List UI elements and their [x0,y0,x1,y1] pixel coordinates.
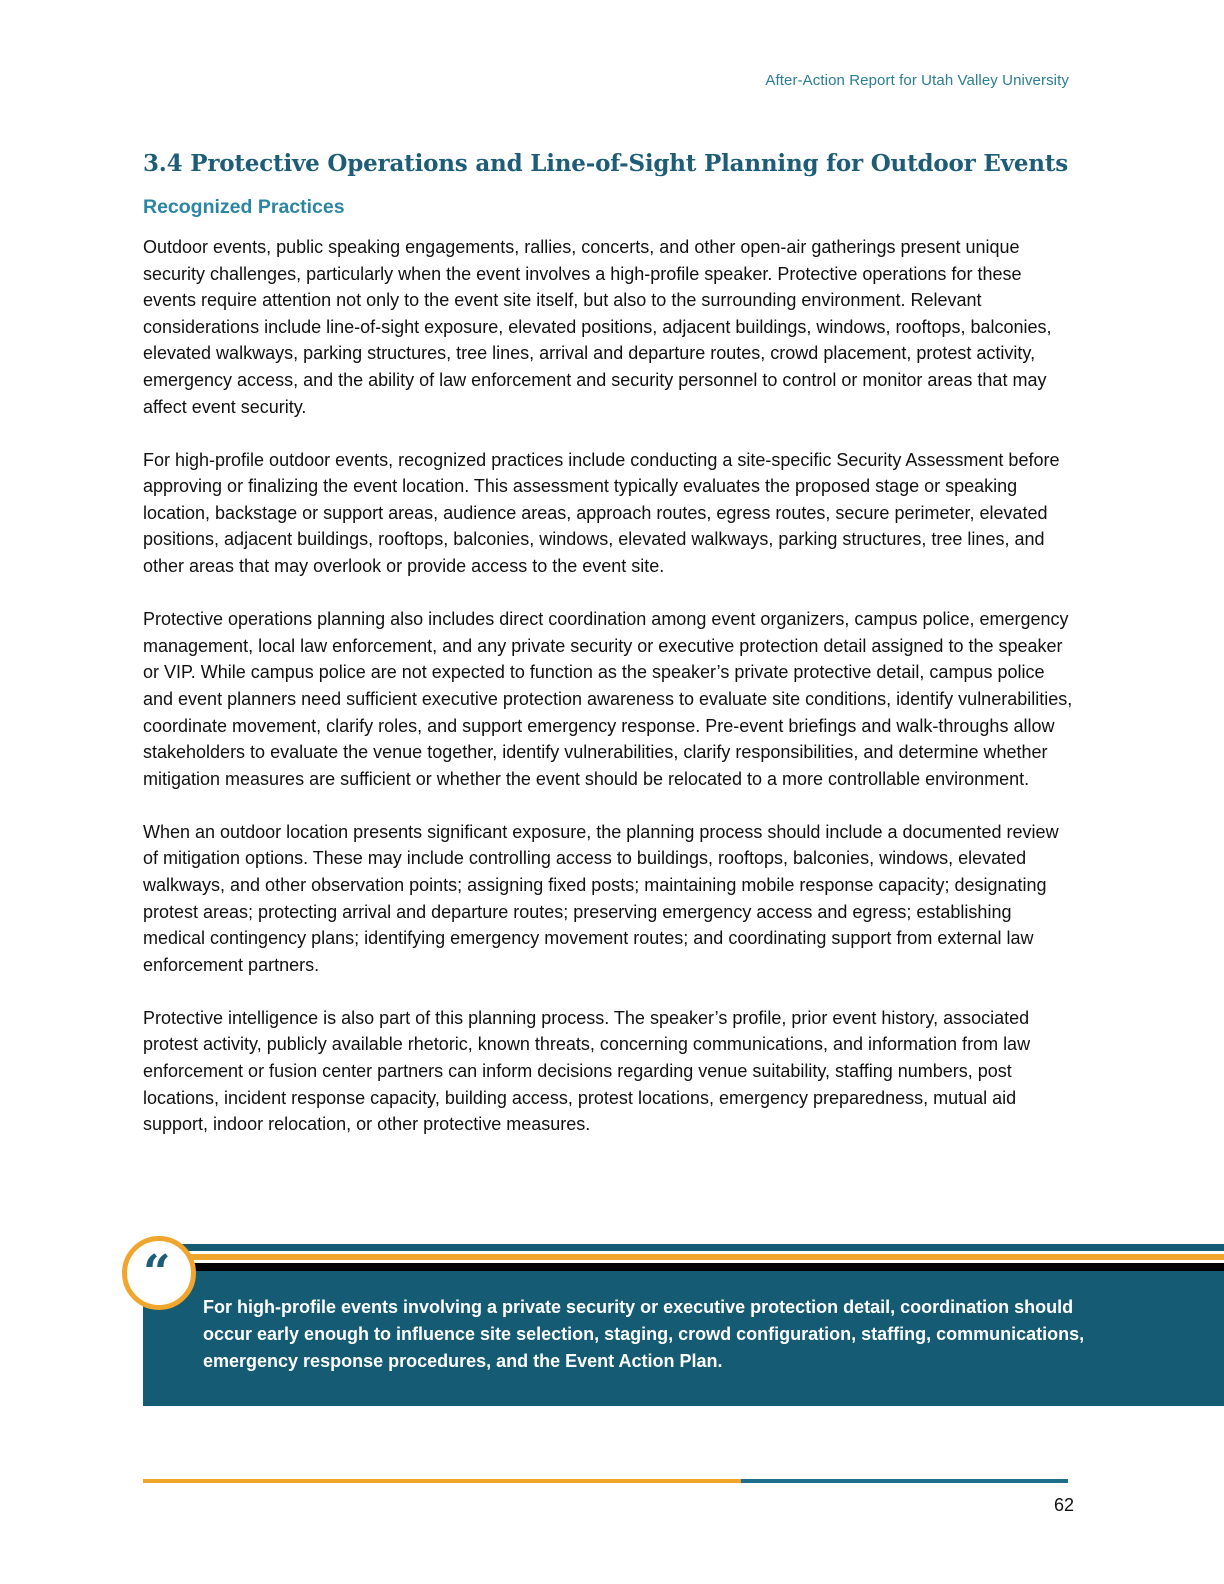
callout-rule-black [186,1263,1224,1271]
quote-badge [122,1236,196,1310]
section-title: 3.4 Protective Operations and Line-of-Sight Planning for Outdoor Events [143,150,1069,177]
paragraph-mitigation-options: When an outdoor location presents significant exposure, the planning process should include a documented review of mitigation options. These may include controlling access to buildings, rooftops, balconies, windows, elevated walkways, and other observation points; assigning fixed posts; maintaining mobile response capacity; designating protest areas; protecting arrival and departure routes; preserving emergency access and egress; establishing medical contingency plans; identifying emergency movement routes; and coordinating support from external law enforcement partners. [143,821,1059,975]
page-number: 62 [1053,1495,1074,1515]
callout-text: For high-profile events involving a private security or executive protection detail, coordination should occur early enough to influence site selection, staging, crowd configuration, staffing, communications, emergency response procedures, and the Event Action Plan. [203,1297,1085,1371]
body-text [143,234,1078,1164]
footer-rule-teal [741,1479,1068,1483]
subheading-recognized-practices: Recognized Practices [143,196,345,218]
paragraph-security-assessment: For high-profile outdoor events, recognized practices include conducting a site-specific Security Assessment before approving or finalizing the event location. This assessment typically evaluates the proposed stage or speaking location, backstage or support areas, audience areas, approach routes, egress routes, secure perimeter, elevated positions, adjacent buildings, rooftops, balconies, windows, elevated walkways, parking structures, tree lines, and other areas that may overlook or provide access to the event site. [143,449,1060,577]
quote-mark-icon: “ [143,1245,171,1301]
paragraph-protective-intelligence: Protective intelligence is also part of this planning process. The speaker’s profile, prior event history, associated protest activity, publicly available rhetoric, known threats, concerning communications, and information from law enforcement or fusion center partners can inform decisions regarding venue suitability, staffing numbers, post locations, incident response capacity, building access, protest locations, emergency preparedness, mutual aid support, indoor relocation, or other protective measures. [143,1007,1031,1135]
paragraph-outdoor-events: Outdoor events, public speaking engagements, rallies, concerts, and other open-air gatherings present unique security challenges, particularly when the event involves a high-profile speaker. Protective operations for these events require attention not only to the event site itself, but also to the surrounding environment. Relevant considerations include line-of-sight exposure, elevated positions, adjacent buildings, windows, rooftops, balconies, elevated walkways, parking structures, tree lines, arrival and departure routes, crowd placement, protest activity, emergency access, and the ability of law enforcement and security personnel to control or monitor areas that may affect event security. [143,237,1052,417]
paragraph-coordination: Protective operations planning also includes direct coordination among event organizers, campus police, emergency management, local law enforcement, and any private security or executive protection detail assigned to the speaker or VIP. While campus police are not expected to function as the speaker’s private protective detail, campus police and event planners need sufficient executive protection awareness to evaluate site conditions, identify vulnerabilities, coordinate movement, clarify roles, and support emergency response. Pre-event briefings and walk-throughs allow stakeholders to evaluate the venue together, identify vulnerabilities, clarify responsibilities, and determine whether mitigation measures are sufficient or whether the event should be relocated to a more controllable environment. [143,609,1073,789]
footer-rule-gold [143,1479,741,1483]
running-header: After-Action Report for Utah Valley University [765,72,1069,89]
